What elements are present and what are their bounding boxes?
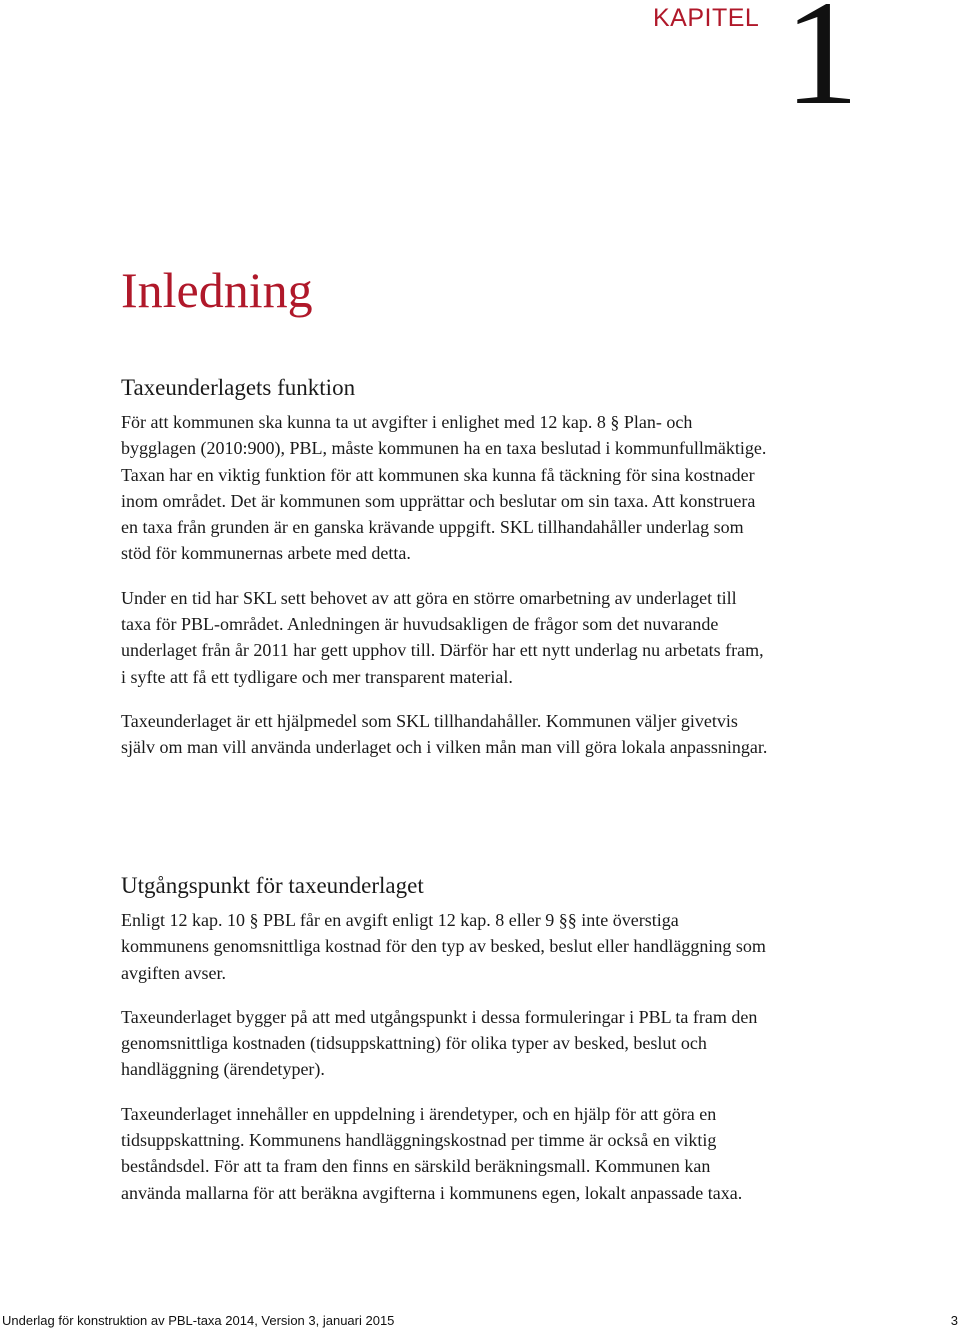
page-title: Inledning [121, 262, 313, 318]
section-utgangspunkt [121, 871, 771, 1206]
footer-document-title: Underlag för konstruktion av PBL-taxa 2014, Version 3, januari 2015 [2, 1313, 395, 1328]
section-taxeunderlagets-funktion [121, 373, 771, 761]
page-footer [0, 1313, 960, 1333]
body-paragraph: Under en tid har SKL sett behovet av att göra en större omarbetning av underlaget till taxa för PBL-området. Anledningen är huvudsakligen de frågor som det nuvarande underlaget från år 2011 har gett upphov till. Därför har ett nytt underlag nu arbetats fram, i syfte att få ett tydligare och mer transparent material. [121, 587, 764, 687]
section-heading: Utgångspunkt för taxeunderlaget [121, 873, 424, 898]
body-paragraph: Taxeunderlaget är ett hjälpmedel som SKL tillhandahåller. Kommunen väljer givetvis själv om man vill använda underlaget och i vilken mån man vill göra lokala anpassningar. [121, 710, 768, 758]
chapter-label: KAPITEL [653, 4, 760, 32]
section-heading: Taxeunderlagets funktion [121, 375, 356, 400]
body-paragraph: Taxeunderlaget bygger på att med utgångspunkt i dessa formuleringar i PBL ta fram den genomsnittliga kostnaden (tidsuppskattning) för olika typer av besked, beslut och handläggning (ärendetyper). [121, 1006, 758, 1080]
body-paragraph: För att kommunen ska kunna ta ut avgifter i enlighet med 12 kap. 8 § Plan- och bygglagen (2010:900), PBL, måste kommunen ha en taxa beslutad i kommunfullmäktige. Taxan har en viktig funktion för att kommunen ska kunna få täckning för sina kostnader inom området. Det är kommunen som upprättar och beslutar om sin taxa. Att konstruera en taxa från grunden är en ganska krävande uppgift. SKL tillhandahåller underlag som stöd för kommunernas arbete med detta. [121, 412, 767, 564]
body-paragraph: Enligt 12 kap. 10 § PBL får en avgift enligt 12 kap. 8 eller 9 §§ inte överstiga kommunens genomsnittliga kostnad för den typ av besked, beslut eller handläggning som avgiften avser. [121, 910, 766, 983]
chapter-number: 1 [784, 0, 859, 136]
body-paragraph: Taxeunderlaget innehåller en uppdelning i ärendetyper, och en hjälp för att göra en tidsuppskattning. Kommunens handläggningskostnad per timme är också en viktig beståndsdel. För att ta fram den finns en särskild beräkningsmall. Kommunen kan använda mallarna för att beräkna avgifterna i kommunens egen, lokalt anpassade taxa. [121, 1103, 743, 1203]
footer-page-number: 3 [950, 1313, 958, 1328]
